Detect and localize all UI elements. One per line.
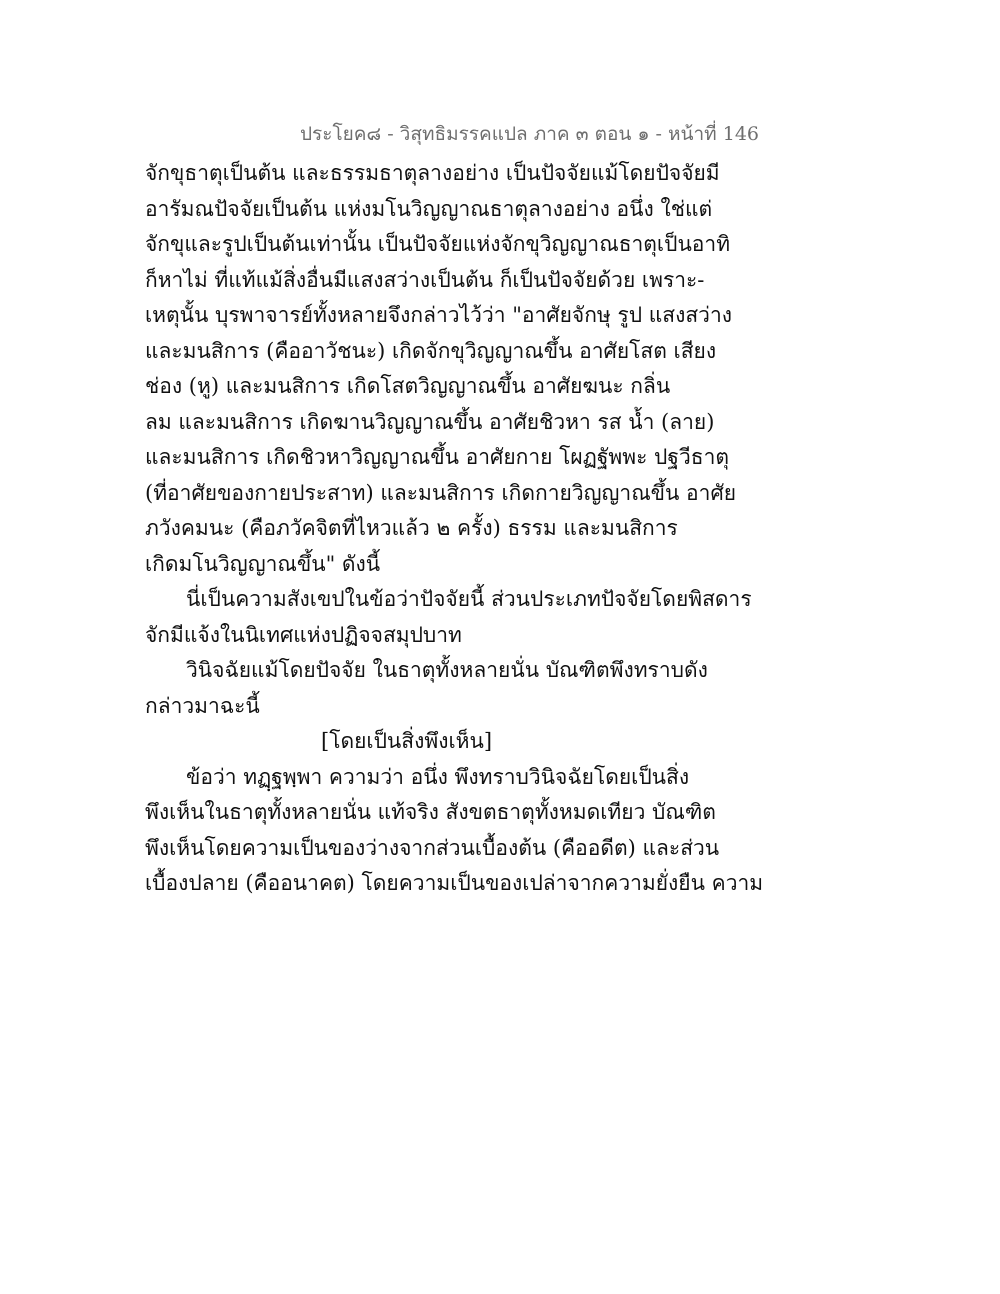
body-text [145, 156, 764, 902]
text-line: พึงเห็นโดยความเป็นของว่างจากส่วนเบื้องต้น (คืออดีต) และส่วน [145, 835, 720, 860]
text-line: จักขุธาตุเป็นต้น และธรรมธาตุลางอย่าง เป็นปัจจัยแม้โดยปัจจัยมี [145, 161, 720, 185]
text-line: เบื้องปลาย (คืออนาคต) โดยความเป็นของเปล่าจากความยั่งยืน ความ [145, 871, 764, 895]
paragraph-start-line: ข้อว่า ทฏฺฐพฺพา ความว่า อนึ่ง พึงทราบวินิจฉัยโดยเป็นสิ่ง [186, 764, 690, 789]
paragraph-start-line: นี่เป็นความสังเขปในข้อว่าปัจจัยนี้ ส่วนประเภทปัจจัยโดยพิสดาร [186, 587, 752, 611]
running-header: ประโยค๘ - วิสุทธิมรรคแปล ภาค ๓ ตอน ๑ - หน้าที่ 146 [300, 123, 760, 145]
text-line: และมนสิการ เกิดชิวหาวิญญาณขึ้น อาศัยกาย โผฏฐัพพะ ปฐวีธาตุ [145, 445, 730, 469]
text-line: ช่อง (หู) และมนสิการ เกิดโสตวิญญาณขึ้น อาศัยฆนะ กลิ่น [145, 374, 671, 398]
text-line: กล่าวมาฉะนี้ [145, 693, 260, 718]
text-line: เกิดมโนวิญญาณขึ้น" ดังนี้ [145, 551, 381, 576]
paragraph-start-line: วินิจฉัยแม้โดยปัจจัย ในธาตุทั้งหลายนั่น บัณฑิตพึงทราบดัง [186, 658, 708, 682]
text-line: และมนสิการ (คืออาวัชนะ) เกิดจักขุวิญญาณขึ้น อาศัยโสต เสียง [145, 338, 717, 363]
text-line: (ที่อาศัยของกายประสาท) และมนสิการ เกิดกายวิญญาณขึ้น อาศัย [145, 480, 737, 505]
section-heading: [โดยเป็นสิ่งพึงเห็น] [321, 729, 493, 753]
text-line: อารัมณปัจจัยเป็นต้น แห่งมโนวิญญาณธาตุลางอย่าง อนึ่ง ใช่แต่ [145, 196, 713, 221]
text-line: ก็หาไม่ ที่แท้แม้สิ่งอื่นมีแสงสว่างเป็นต้น ก็เป็นปัจจัยด้วย เพราะ- [145, 267, 705, 292]
text-line: เหตุนั้น บุรพาจารย์ทั้งหลายจึงกล่าวไว้ว่า "อาศัยจักษุ รูป แสงสว่าง [145, 303, 732, 327]
text-line: ภวังคมนะ (คือภวัคจิตที่ไหวแล้ว ๒ ครั้ง) ธรรม และมนสิการ [145, 516, 678, 540]
text-line: จักขุและรูปเป็นต้นเท่านั้น เป็นปัจจัยแห่งจักขุวิญญาณธาตุเป็นอาทิ [145, 232, 731, 256]
text-line: พึงเห็นในธาตุทั้งหลายนั่น แท้จริง สังขตธาตุทั้งหมดเทียว บัณฑิต [145, 800, 716, 824]
text-line: ลม และมนสิการ เกิดฆานวิญญาณขึ้น อาศัยชิวหา รส น้ำ (ลาย) [145, 409, 715, 434]
text-line: จักมีแจ้งในนิเทศแห่งปฏิจจสมุปบาท [145, 622, 462, 647]
